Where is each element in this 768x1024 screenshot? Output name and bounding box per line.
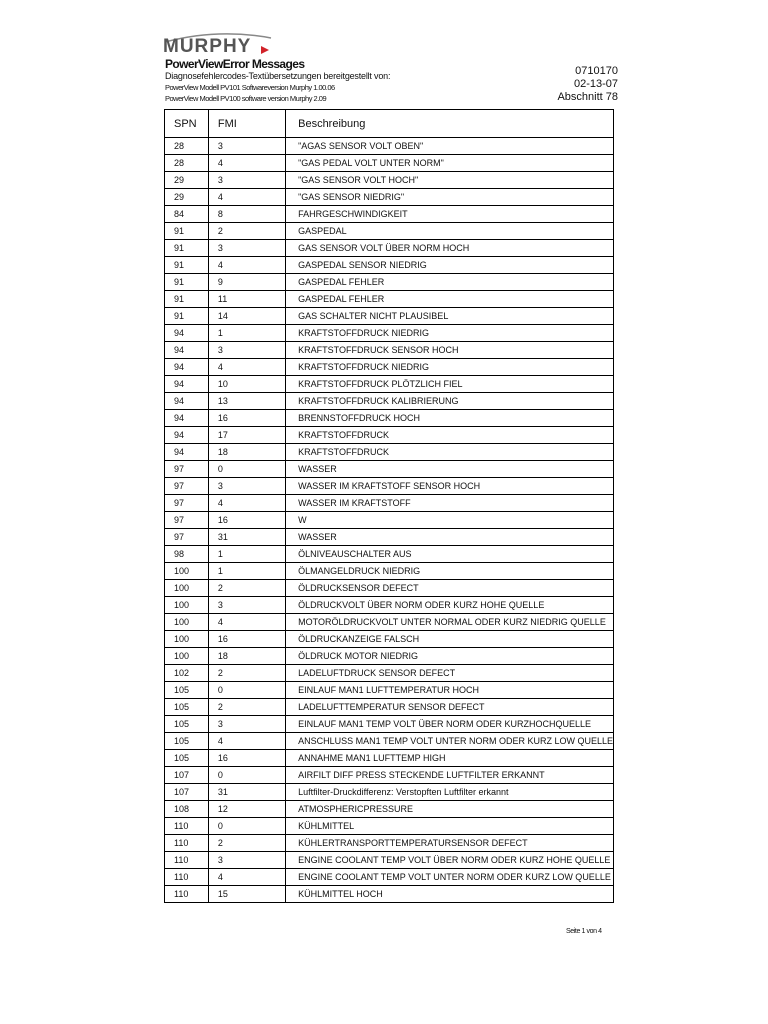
logo-text: MURPHY — [163, 36, 252, 57]
table-row — [165, 342, 614, 359]
cell-fmi: 4 — [208, 614, 285, 631]
table-row — [165, 648, 614, 665]
cell-spn: 100 — [165, 614, 209, 631]
cell-fmi: 4 — [208, 869, 285, 886]
cell-description: GASPEDAL — [286, 223, 614, 240]
cell-fmi: 2 — [208, 223, 285, 240]
table-row — [165, 172, 614, 189]
cell-fmi: 10 — [208, 376, 285, 393]
cell-description: LADELUFTTEMPERATUR SENSOR DEFECT — [286, 699, 614, 716]
cell-spn: 84 — [165, 206, 209, 223]
table-row — [165, 563, 614, 580]
cell-description: WASSER IM KRAFTSTOFF — [286, 495, 614, 512]
cell-fmi: 4 — [208, 155, 285, 172]
document-date: 02-13-07 — [573, 78, 618, 90]
cell-spn: 100 — [165, 631, 209, 648]
table-row — [165, 291, 614, 308]
table-row — [165, 308, 614, 325]
page-title: PowerViewError Messages — [165, 57, 305, 71]
table-row — [165, 580, 614, 597]
cell-spn: 91 — [165, 223, 209, 240]
cell-spn: 28 — [165, 138, 209, 155]
table-row — [165, 359, 614, 376]
cell-fmi: 13 — [208, 393, 285, 410]
cell-spn: 91 — [165, 240, 209, 257]
cell-description: KRAFTSTOFFDRUCK — [286, 444, 614, 461]
cell-description: KÜHLMITTEL — [286, 818, 614, 835]
cell-fmi: 0 — [208, 767, 285, 784]
cell-description: ANNAHME MAN1 LUFTTEMP HIGH — [286, 750, 614, 767]
cell-fmi: 11 — [208, 291, 285, 308]
cell-description: W — [286, 512, 614, 529]
cell-description: AIRFILT DIFF PRESS STECKENDE LUFTFILTER ERKANNT — [286, 767, 614, 784]
table-row — [165, 376, 614, 393]
cell-spn: 110 — [165, 886, 209, 903]
cell-fmi: 3 — [208, 478, 285, 495]
cell-fmi: 2 — [208, 699, 285, 716]
cell-description: KRAFTSTOFFDRUCK PLÖTZLICH FIEL — [286, 376, 614, 393]
table-row — [165, 325, 614, 342]
table-row — [165, 444, 614, 461]
table-row — [165, 767, 614, 784]
cell-fmi: 1 — [208, 563, 285, 580]
cell-fmi: 16 — [208, 750, 285, 767]
cell-fmi: 16 — [208, 410, 285, 427]
cell-fmi: 2 — [208, 665, 285, 682]
table-row — [165, 835, 614, 852]
model-line-2: PowerView Modell PV100 software version Murphy 2.09 — [165, 94, 327, 103]
table-row — [165, 750, 614, 767]
table-row — [165, 478, 614, 495]
cell-spn: 94 — [165, 325, 209, 342]
cell-description: ÖLNIVEAUSCHALTER AUS — [286, 546, 614, 563]
cell-fmi: 2 — [208, 835, 285, 852]
table-row — [165, 784, 614, 801]
cell-description: ÖLDRUCKSENSOR DEFECT — [286, 580, 614, 597]
cell-description: LADELUFTDRUCK SENSOR DEFECT — [286, 665, 614, 682]
cell-spn: 98 — [165, 546, 209, 563]
subtitle: Diagnosefehlercodes-Textübersetzungen bereitgestellt von: — [165, 71, 391, 81]
error-code-table — [164, 109, 614, 903]
cell-fmi: 1 — [208, 546, 285, 563]
cell-spn: 28 — [165, 155, 209, 172]
table-row — [165, 801, 614, 818]
cell-fmi: 4 — [208, 359, 285, 376]
cell-fmi: 0 — [208, 461, 285, 478]
cell-description: ATMOSPHERICPRESSURE — [286, 801, 614, 818]
cell-description: GAS SCHALTER NICHT PLAUSIBEL — [286, 308, 614, 325]
table-row — [165, 240, 614, 257]
table-row — [165, 597, 614, 614]
cell-fmi: 16 — [208, 631, 285, 648]
cell-spn: 110 — [165, 869, 209, 886]
cell-spn: 91 — [165, 274, 209, 291]
cell-spn: 105 — [165, 733, 209, 750]
cell-spn: 94 — [165, 410, 209, 427]
table-row — [165, 886, 614, 903]
cell-spn: 29 — [165, 189, 209, 206]
cell-fmi: 3 — [208, 172, 285, 189]
table-row — [165, 138, 614, 155]
cell-spn: 105 — [165, 699, 209, 716]
cell-description: BRENNSTOFFDRUCK HOCH — [286, 410, 614, 427]
table-row — [165, 155, 614, 172]
cell-description: GASPEDAL SENSOR NIEDRIG — [286, 257, 614, 274]
table-row — [165, 427, 614, 444]
cell-description: ÖLDRUCKVOLT ÜBER NORM ODER KURZ HOHE QUELLE — [286, 597, 614, 614]
cell-spn: 94 — [165, 427, 209, 444]
cell-description: EINLAUF MAN1 LUFTTEMPERATUR HOCH — [286, 682, 614, 699]
cell-spn: 91 — [165, 257, 209, 274]
table-row — [165, 206, 614, 223]
cell-spn: 94 — [165, 342, 209, 359]
cell-description: MOTORÖLDRUCKVOLT UNTER NORMAL ODER KURZ NIEDRIG QUELLE — [286, 614, 614, 631]
logo-mark-icon — [261, 46, 269, 54]
cell-spn: 91 — [165, 308, 209, 325]
cell-spn: 110 — [165, 852, 209, 869]
cell-spn: 110 — [165, 835, 209, 852]
table-row — [165, 631, 614, 648]
cell-fmi: 3 — [208, 342, 285, 359]
table-row — [165, 223, 614, 240]
table-header-row — [165, 110, 614, 138]
cell-fmi: 9 — [208, 274, 285, 291]
table-row — [165, 257, 614, 274]
cell-description: FAHRGESCHWINDIGKEIT — [286, 206, 614, 223]
document-number: 0710170 — [575, 65, 618, 77]
cell-spn: 105 — [165, 716, 209, 733]
cell-description: EINLAUF MAN1 TEMP VOLT ÜBER NORM ODER KURZHOCHQUELLE — [286, 716, 614, 733]
cell-spn: 107 — [165, 784, 209, 801]
cell-description: ENGINE COOLANT TEMP VOLT ÜBER NORM ODER KURZ HOHE QUELLE — [286, 852, 614, 869]
cell-description: ANSCHLUSS MAN1 TEMP VOLT UNTER NORM ODER KURZ LOW QUELLE — [286, 733, 614, 750]
cell-fmi: 3 — [208, 597, 285, 614]
table-row — [165, 410, 614, 427]
table-row — [165, 495, 614, 512]
cell-spn: 105 — [165, 682, 209, 699]
cell-description: KRAFTSTOFFDRUCK KALIBRIERUNG — [286, 393, 614, 410]
cell-fmi: 18 — [208, 444, 285, 461]
table-row — [165, 614, 614, 631]
cell-fmi: 12 — [208, 801, 285, 818]
cell-description: "GAS SENSOR VOLT HOCH" — [286, 172, 614, 189]
header-spn: SPN — [165, 110, 209, 138]
cell-fmi: 18 — [208, 648, 285, 665]
cell-fmi: 0 — [208, 682, 285, 699]
cell-fmi: 3 — [208, 138, 285, 155]
cell-spn: 94 — [165, 376, 209, 393]
cell-description: KRAFTSTOFFDRUCK SENSOR HOCH — [286, 342, 614, 359]
cell-description: "GAS PEDAL VOLT UNTER NORM" — [286, 155, 614, 172]
table-row — [165, 682, 614, 699]
cell-description: KRAFTSTOFFDRUCK NIEDRIG — [286, 359, 614, 376]
cell-description: WASSER — [286, 461, 614, 478]
header-description: Beschreibung — [286, 110, 614, 138]
cell-description: ÖLDRUCKANZEIGE FALSCH — [286, 631, 614, 648]
cell-description: ENGINE COOLANT TEMP VOLT UNTER NORM ODER KURZ LOW QUELLE — [286, 869, 614, 886]
cell-spn: 29 — [165, 172, 209, 189]
cell-fmi: 31 — [208, 784, 285, 801]
cell-fmi: 31 — [208, 529, 285, 546]
cell-spn: 100 — [165, 648, 209, 665]
cell-spn: 105 — [165, 750, 209, 767]
cell-description: KRAFTSTOFFDRUCK — [286, 427, 614, 444]
table-row — [165, 818, 614, 835]
page-footer: Seite 1 von 4 — [566, 928, 602, 935]
cell-spn: 97 — [165, 512, 209, 529]
cell-description: WASSER — [286, 529, 614, 546]
cell-spn: 97 — [165, 495, 209, 512]
cell-spn: 97 — [165, 529, 209, 546]
cell-description: WASSER IM KRAFTSTOFF SENSOR HOCH — [286, 478, 614, 495]
table-row — [165, 716, 614, 733]
cell-description: ÖLDRUCK MOTOR NIEDRIG — [286, 648, 614, 665]
cell-spn: 97 — [165, 478, 209, 495]
cell-fmi: 3 — [208, 716, 285, 733]
table-row — [165, 665, 614, 682]
cell-fmi: 3 — [208, 852, 285, 869]
cell-description: GASPEDAL FEHLER — [286, 291, 614, 308]
cell-spn: 108 — [165, 801, 209, 818]
cell-description: KÜHLERTRANSPORTTEMPERATURSENSOR DEFECT — [286, 835, 614, 852]
cell-description: Luftfilter-Druckdifferenz: Verstopften Luftfilter erkannt — [286, 784, 614, 801]
table-row — [165, 869, 614, 886]
section-label: Abschnitt 78 — [557, 91, 618, 103]
table-row — [165, 529, 614, 546]
model-line-1: PowerView Modell PV101 Softwareversion Murphy 1.00.06 — [165, 83, 335, 92]
cell-fmi: 16 — [208, 512, 285, 529]
cell-spn: 107 — [165, 767, 209, 784]
header-fmi: FMI — [208, 110, 285, 138]
cell-fmi: 8 — [208, 206, 285, 223]
table-row — [165, 393, 614, 410]
cell-fmi: 4 — [208, 495, 285, 512]
table-row — [165, 733, 614, 750]
cell-description: "GAS SENSOR NIEDRIG" — [286, 189, 614, 206]
cell-fmi: 15 — [208, 886, 285, 903]
cell-spn: 94 — [165, 359, 209, 376]
cell-description: "AGAS SENSOR VOLT OBEN" — [286, 138, 614, 155]
cell-spn: 91 — [165, 291, 209, 308]
cell-fmi: 4 — [208, 733, 285, 750]
cell-fmi: 3 — [208, 240, 285, 257]
cell-fmi: 17 — [208, 427, 285, 444]
table-row — [165, 546, 614, 563]
table-row — [165, 461, 614, 478]
table-row — [165, 699, 614, 716]
cell-description: GAS SENSOR VOLT ÜBER NORM HOCH — [286, 240, 614, 257]
cell-spn: 110 — [165, 818, 209, 835]
cell-fmi: 0 — [208, 818, 285, 835]
cell-description: ÖLMANGELDRUCK NIEDRIG — [286, 563, 614, 580]
cell-fmi: 2 — [208, 580, 285, 597]
table-row — [165, 189, 614, 206]
cell-spn: 94 — [165, 393, 209, 410]
table-row — [165, 274, 614, 291]
cell-spn: 100 — [165, 580, 209, 597]
table-row — [165, 512, 614, 529]
cell-description: KÜHLMITTEL HOCH — [286, 886, 614, 903]
table-row — [165, 852, 614, 869]
cell-spn: 100 — [165, 597, 209, 614]
cell-spn: 94 — [165, 444, 209, 461]
murphy-logo — [163, 36, 268, 56]
cell-spn: 97 — [165, 461, 209, 478]
cell-fmi: 4 — [208, 257, 285, 274]
cell-fmi: 14 — [208, 308, 285, 325]
cell-fmi: 4 — [208, 189, 285, 206]
cell-description: GASPEDAL FEHLER — [286, 274, 614, 291]
cell-spn: 100 — [165, 563, 209, 580]
cell-spn: 102 — [165, 665, 209, 682]
cell-description: KRAFTSTOFFDRUCK NIEDRIG — [286, 325, 614, 342]
cell-fmi: 1 — [208, 325, 285, 342]
